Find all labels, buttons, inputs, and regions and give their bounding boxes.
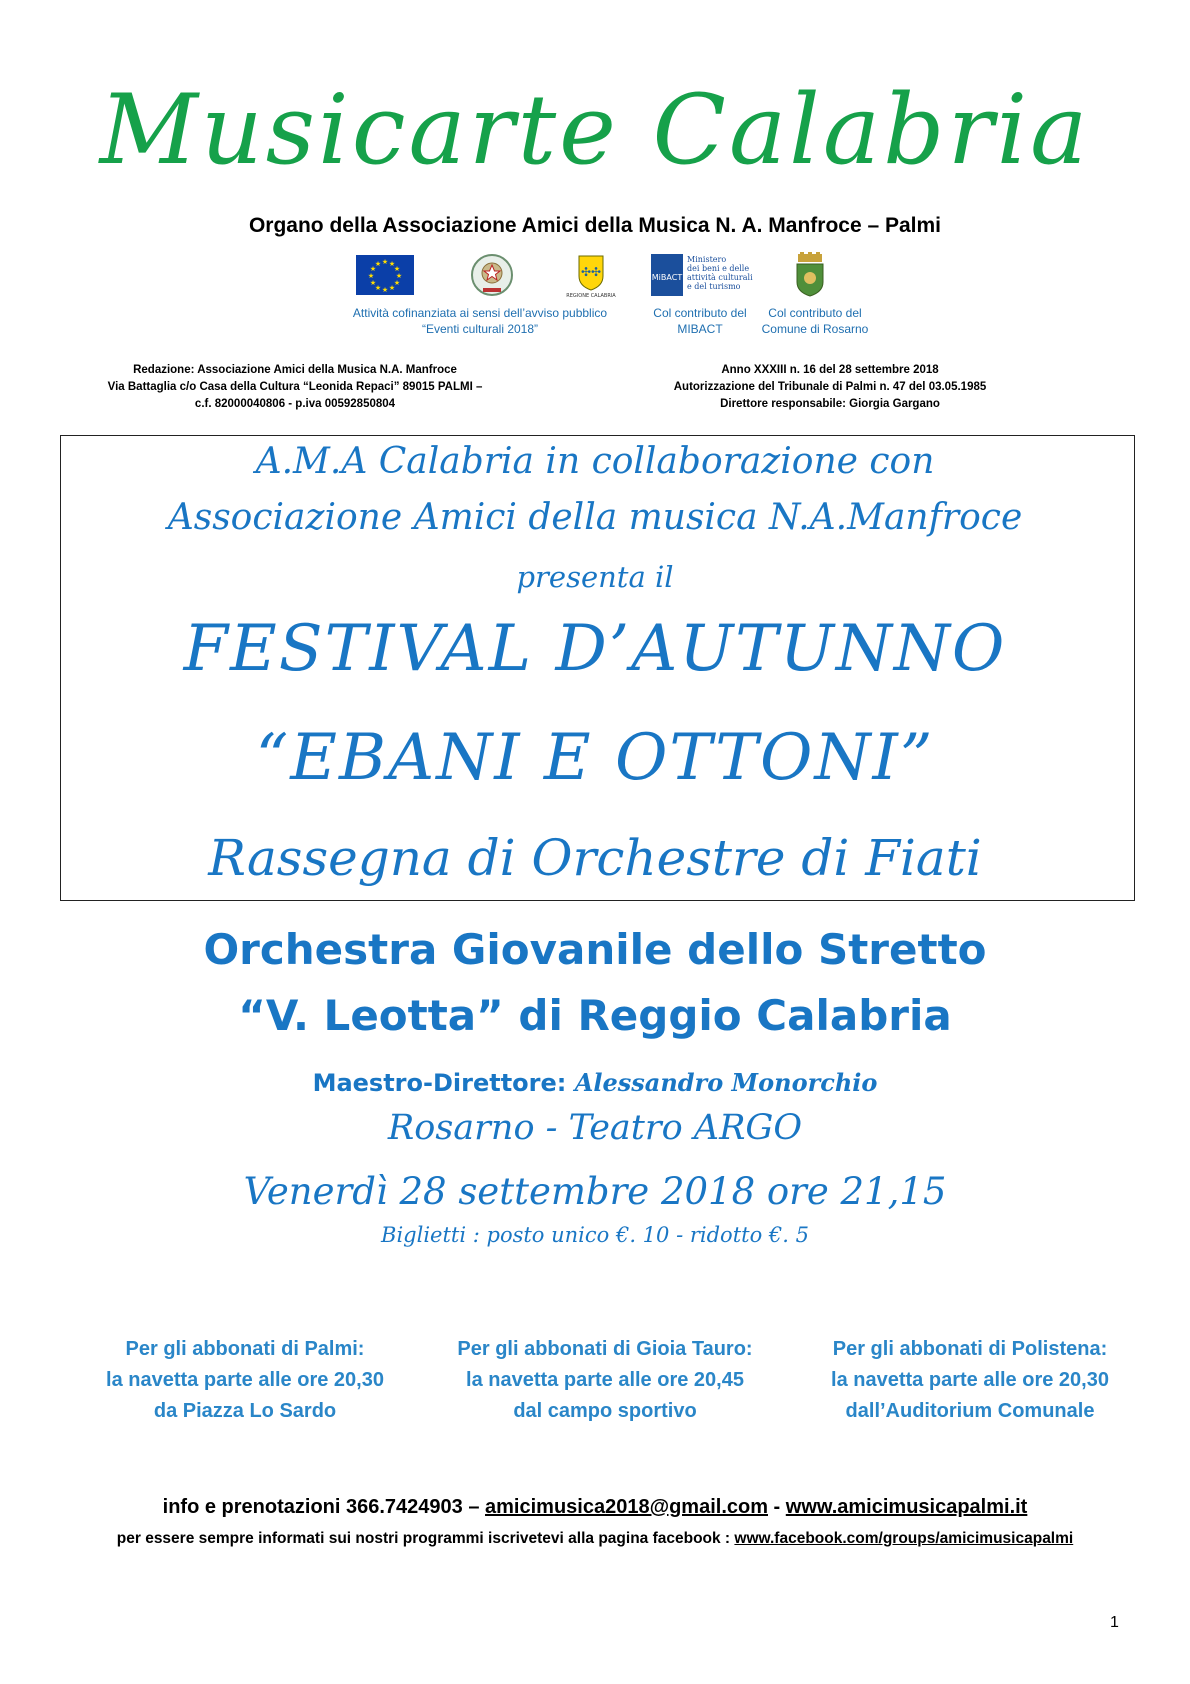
- svg-text:★: ★: [395, 272, 403, 280]
- svg-text:★: ★: [374, 284, 382, 292]
- svg-text:attività culturali: attività culturali: [687, 273, 753, 282]
- svg-text:✣✣: ✣✣: [580, 265, 602, 279]
- ticket-prices: Biglietti : posto unico €. 10 - ridotto €. 5: [381, 1223, 809, 1247]
- masthead-title: Musicarte Calabria: [99, 74, 1091, 186]
- shuttle-place: dall’Auditorium Comunale: [845, 1400, 1095, 1422]
- festival-title: FESTIVAL D’AUTUNNO: [183, 612, 1007, 686]
- shuttle-gioia-tauro: [435, 1334, 775, 1427]
- svg-text:dei beni e delle: dei beni e delle: [687, 264, 750, 273]
- svg-text:Ministero: Ministero: [687, 255, 727, 264]
- redazione-line: Via Battaglia c/o Casa della Cultura “Leonida Repaci” 89015 PALMI –: [107, 381, 483, 393]
- svg-text:e del turismo: e del turismo: [687, 282, 741, 291]
- masthead-subtitle: Organo della Associazione Amici della Musica N. A. Manfroce – Palmi: [248, 214, 942, 237]
- svg-text:★: ★: [369, 279, 377, 287]
- eu-flag-logo: [355, 253, 415, 297]
- funding-line: Comune di Rosarno: [761, 322, 869, 336]
- redazione-line: Direttore responsabile: Giorgia Gargano: [720, 398, 940, 410]
- maestro-line: [0, 1068, 1190, 1097]
- italy-emblem-logo: [468, 253, 516, 297]
- festival-subtitle: “EBANI E OTTONI”: [255, 721, 935, 795]
- shuttle-title: Per gli abbonati di Polistena:: [832, 1338, 1108, 1360]
- maestro-name: Alessandro Monorchio: [574, 1068, 878, 1097]
- funding-line: Col contributo del: [768, 306, 862, 320]
- shuttle-title: Per gli abbonati di Gioia Tauro:: [457, 1338, 753, 1360]
- shuttle-title: Per gli abbonati di Palmi:: [125, 1338, 365, 1360]
- maestro-label: Maestro-Direttore:: [312, 1069, 567, 1097]
- shuttle-time: la navetta parte alle ore 20,45: [466, 1369, 744, 1391]
- orchestra-origin: “V. Leotta” di Reggio Calabria: [238, 991, 952, 1040]
- svg-text:★: ★: [381, 258, 389, 266]
- redazione-line: c.f. 82000040806 - p.iva 00592850804: [194, 398, 396, 410]
- funding-line: Attività cofinanziata ai sensi dell’avviso pubblico: [352, 306, 608, 320]
- redazione-right: [640, 362, 1020, 413]
- funding-line: “Eventi culturali 2018”: [421, 322, 539, 336]
- svg-text:★: ★: [381, 286, 389, 294]
- svg-text:★: ★: [393, 265, 401, 273]
- svg-text:MiBACT: MiBACT: [651, 273, 683, 282]
- svg-text:★: ★: [388, 260, 396, 268]
- redazione-line: Autorizzazione del Tribunale di Palmi n. 47 del 03.05.1985: [673, 381, 987, 393]
- shuttle-palmi: [75, 1334, 415, 1427]
- event-venue: Rosarno - Teatro ARGO: [387, 1108, 803, 1148]
- svg-text:REGIONE CALABRIA: REGIONE CALABRIA: [566, 293, 616, 299]
- svg-text:★: ★: [374, 260, 382, 268]
- mibact-logo: [650, 253, 753, 297]
- funding-line: MIBACT: [677, 322, 723, 336]
- facebook-info: [0, 1530, 1190, 1548]
- comune-rosarno-logo: [790, 253, 830, 297]
- funding-caption-comune: [755, 305, 875, 337]
- contact-info: [0, 1496, 1190, 1519]
- funding-caption-eu: [330, 305, 630, 337]
- shuttle-place: dal campo sportivo: [513, 1400, 697, 1422]
- svg-text:★: ★: [369, 265, 377, 273]
- shuttle-place: da Piazza Lo Sardo: [153, 1400, 337, 1422]
- page-number: 1: [1110, 1614, 1119, 1631]
- event-datetime: Venerdì 28 settembre 2018 ore 21,15: [243, 1170, 947, 1213]
- shuttle-time: la navetta parte alle ore 20,30: [831, 1369, 1109, 1391]
- shuttle-polistena: [800, 1334, 1140, 1427]
- redazione-left: [100, 362, 490, 413]
- orchestra-name: Orchestra Giovanile dello Stretto: [203, 925, 987, 974]
- shuttle-time: la navetta parte alle ore 20,30: [106, 1369, 384, 1391]
- website-link[interactable]: www.amicimusicapalmi.it: [785, 1496, 1028, 1518]
- facebook-link[interactable]: www.facebook.com/groups/amicimusicapalmi: [734, 1530, 1074, 1547]
- svg-text:★: ★: [388, 284, 396, 292]
- announcement-line3: presenta il: [516, 560, 674, 594]
- regione-calabria-logo: [568, 253, 614, 297]
- funding-line: Col contributo del: [653, 306, 747, 320]
- contact-separator: -: [768, 1496, 786, 1518]
- announcement-line1: A.M.A Calabria in collaborazione con: [255, 441, 935, 482]
- facebook-prefix: per essere sempre informati sui nostri programmi iscrivetevi alla pagina facebook :: [116, 1530, 735, 1547]
- rassegna-line: Rassegna di Orchestre di Fiati: [208, 829, 982, 887]
- svg-text:★: ★: [393, 279, 401, 287]
- contact-prefix: info e prenotazioni 366.7424903 –: [162, 1496, 486, 1518]
- email-link[interactable]: amicimusica2018@gmail.com: [485, 1496, 768, 1518]
- svg-text:★: ★: [367, 272, 375, 280]
- funding-caption-mibact: [640, 305, 760, 337]
- redazione-line: Anno XXXIII n. 16 del 28 settembre 2018: [721, 364, 939, 376]
- announcement-line2: Associazione Amici della musica N.A.Manfroce: [167, 497, 1023, 538]
- redazione-line: Redazione: Associazione Amici della Musica N.A. Manfroce: [133, 364, 457, 376]
